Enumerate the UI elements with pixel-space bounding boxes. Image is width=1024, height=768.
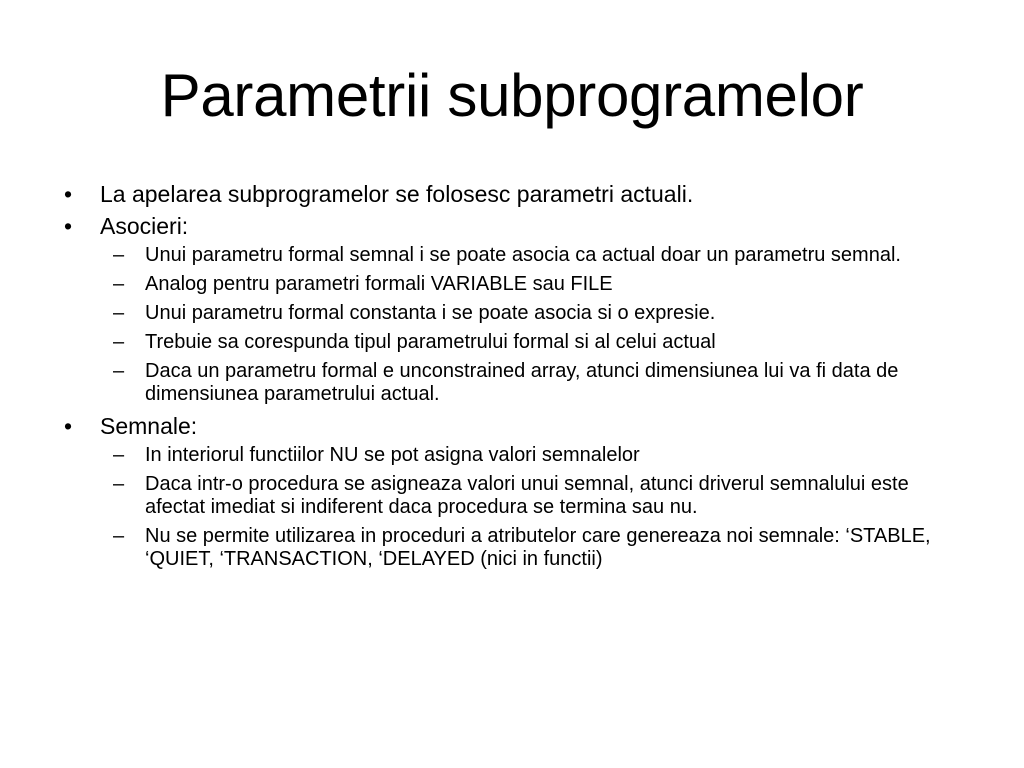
slide-body: [0, 180, 1000, 577]
sub-bullet-text: In interiorul functiilor NU se pot asigna valori semnalelor: [145, 444, 640, 466]
sub-bullet-text: Unui parametru formal semnal i se poate asocia ca actual doar un parametru semnal.: [145, 244, 901, 266]
bullet-text: La apelarea subprogramelor se folosesc parametri actuali.: [100, 181, 694, 207]
dash-marker: –: [113, 331, 125, 353]
sub-bullet-text: Unui parametru formal constanta i se poate asocia si o expresie.: [145, 302, 716, 324]
dash-marker: –: [113, 444, 125, 466]
dash-marker: –: [113, 473, 125, 495]
sub-bullet-item: [0, 302, 1000, 325]
sub-bullet-item: [0, 360, 1000, 406]
bullet-item: [0, 412, 1000, 440]
slide-title: Parametrii subprogramelor: [160, 62, 864, 129]
sub-bullet-text: Analog pentru parametri formali VARIABLE sau FILE: [145, 273, 613, 295]
bullet-marker: •: [64, 213, 73, 239]
dash-marker: –: [113, 360, 125, 382]
sub-bullet-item: [0, 473, 1000, 519]
sub-bullet-item: [0, 444, 1000, 467]
dash-marker: –: [113, 525, 125, 547]
bullet-item: [0, 212, 1000, 240]
dash-marker: –: [113, 302, 125, 324]
sub-bullet-text: Daca intr-o procedura se asigneaza valori unui semnal, atunci driverul semnalului este afectat imediat si indiferent daca procedura se termina sau nu.: [145, 473, 909, 518]
bullet-item: [0, 180, 1000, 208]
sub-bullet-item: [0, 244, 1000, 267]
dash-marker: –: [113, 244, 125, 266]
sub-bullet-item: [0, 331, 1000, 354]
bullet-marker: •: [64, 413, 73, 439]
sub-bullet-item: [0, 273, 1000, 296]
bullet-text: Semnale:: [100, 413, 198, 439]
sub-bullet-text: Daca un parametru formal e unconstrained array, atunci dimensiunea lui va fi data de dimensiunea parametrului actual.: [145, 360, 899, 405]
bullet-marker: •: [64, 181, 73, 207]
sub-bullet-text: Trebuie sa corespunda tipul parametrului formal si al celui actual: [145, 331, 716, 353]
dash-marker: –: [113, 273, 125, 295]
sub-bullet-item: [0, 525, 1000, 571]
sub-bullet-text: Nu se permite utilizarea in proceduri a atributelor care genereaza noi semnale: ‘STABLE, ‘QUIET, ‘TRANSACTION, ‘DELAYED (nici in functii): [145, 525, 931, 570]
bullet-text: Asocieri:: [100, 213, 189, 239]
